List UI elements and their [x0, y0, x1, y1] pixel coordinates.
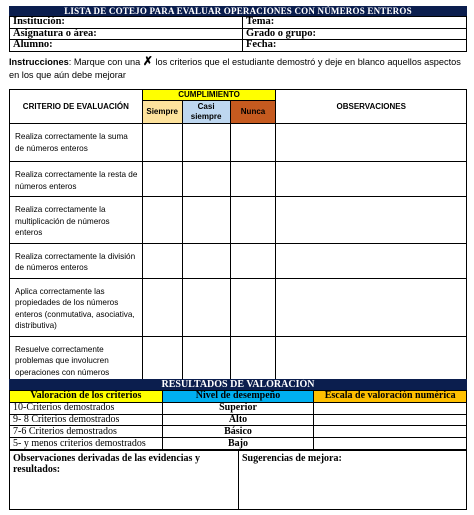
grado-field[interactable]: Grado o grupo:: [243, 28, 467, 40]
observaciones-cell[interactable]: [276, 162, 467, 197]
observaciones-derivadas-field[interactable]: Observaciones derivadas de las evidencias y resultados:: [10, 451, 239, 510]
instructions-label: Instrucciones: [9, 57, 69, 67]
escala-cell[interactable]: [314, 402, 467, 414]
x-mark-icon: ✗: [142, 54, 153, 68]
nivel-header: Nivel de desempeño: [162, 391, 314, 403]
criterio-text: Realiza correctamente la multiplicación de números enteros: [10, 197, 143, 244]
results-row: [10, 402, 467, 414]
institucion-field[interactable]: Institución:: [10, 17, 243, 29]
siempre-cell[interactable]: [142, 197, 182, 244]
criteria-row: [10, 243, 467, 278]
nivel-value: Bajo: [162, 438, 314, 450]
results-row: [10, 414, 467, 426]
siempre-cell[interactable]: [142, 162, 182, 197]
nunca-cell[interactable]: [230, 197, 276, 244]
criteria-table: [9, 89, 467, 395]
criteria-row: [10, 197, 467, 244]
nunca-cell[interactable]: [230, 162, 276, 197]
criteria-row: [10, 162, 467, 197]
nivel-value: Alto: [162, 414, 314, 426]
casi-siempre-cell[interactable]: [182, 243, 230, 278]
escala-cell[interactable]: [314, 426, 467, 438]
nunca-cell[interactable]: [230, 243, 276, 278]
escala-header: Escala de valoración numérica: [314, 391, 467, 403]
nivel-value: Superior: [162, 402, 314, 414]
criteria-row: [10, 278, 467, 336]
nunca-cell[interactable]: [230, 124, 276, 162]
criterio-text: Aplica correctamente las propiedades de los números enteros (conmutativa, asociativa, distributiva): [10, 278, 143, 336]
results-title: RESULTADOS DE VALORACIÓN: [9, 379, 467, 390]
criterio-text: Realiza correctamente la división de números enteros: [10, 243, 143, 278]
document-title: LISTA DE COTEJO PARA EVALUAR OPERACIONES CON NÚMEROS ENTEROS: [9, 6, 467, 16]
siempre-cell[interactable]: [142, 278, 182, 336]
criterios-value: 10-Criterios demostrados: [10, 402, 163, 414]
nivel-value: Básico: [162, 426, 314, 438]
cumplimiento-header: CUMPLIMIENTO: [142, 90, 276, 101]
asignatura-field[interactable]: Asignatura o área:: [10, 28, 243, 40]
escala-cell[interactable]: [314, 438, 467, 450]
casi-siempre-header: Casi siempre: [182, 101, 230, 124]
criterios-value: 5- y menos criterios demostrados: [10, 438, 163, 450]
instructions: [9, 55, 467, 81]
observaciones-cell[interactable]: [276, 278, 467, 336]
results-row: [10, 438, 467, 450]
escala-cell[interactable]: [314, 414, 467, 426]
results-table: [9, 390, 467, 450]
student-info-table: [9, 16, 467, 52]
instructions-text-before: : Marque con una: [68, 57, 141, 67]
fecha-field[interactable]: Fecha:: [243, 40, 467, 52]
observaciones-cell[interactable]: [276, 197, 467, 244]
casi-siempre-cell[interactable]: [182, 124, 230, 162]
alumno-field[interactable]: Alumno:: [10, 40, 243, 52]
criterio-text: Resuelve correctamente problemas que involucren operaciones con números: [10, 336, 143, 394]
siempre-cell[interactable]: [142, 243, 182, 278]
nunca-header: Nunca: [230, 101, 276, 124]
observaciones-cell[interactable]: [276, 124, 467, 162]
criterio-text: Realiza correctamente la resta de números enteros: [10, 162, 143, 197]
results-row: [10, 426, 467, 438]
criterio-text: Realiza correctamente la suma de números enteros: [10, 124, 143, 162]
nunca-cell[interactable]: [230, 278, 276, 336]
criterios-value: 7-6 Criterios demostrados: [10, 426, 163, 438]
casi-siempre-cell[interactable]: [182, 278, 230, 336]
observaciones-cell[interactable]: [276, 243, 467, 278]
criterios-value: 9- 8 Criterios demostrados: [10, 414, 163, 426]
tema-field[interactable]: Tema:: [243, 17, 467, 29]
footer-table: [9, 450, 467, 510]
siempre-cell[interactable]: [142, 124, 182, 162]
criteria-row: [10, 124, 467, 162]
siempre-header: Siempre: [142, 101, 182, 124]
sugerencias-field[interactable]: Sugerencias de mejora:: [239, 451, 467, 510]
valoracion-header: Valoración de los criterios: [10, 391, 163, 403]
observaciones-header: OBSERVACIONES: [276, 90, 467, 124]
instructions-text-after: los criterios que el estudiante demostró y deje en blanco aquellos aspectos en los que aún debe mejorar: [9, 57, 461, 80]
casi-siempre-cell[interactable]: [182, 197, 230, 244]
casi-siempre-cell[interactable]: [182, 162, 230, 197]
criterio-header: CRITERIO DE EVALUACIÓN: [10, 90, 143, 124]
